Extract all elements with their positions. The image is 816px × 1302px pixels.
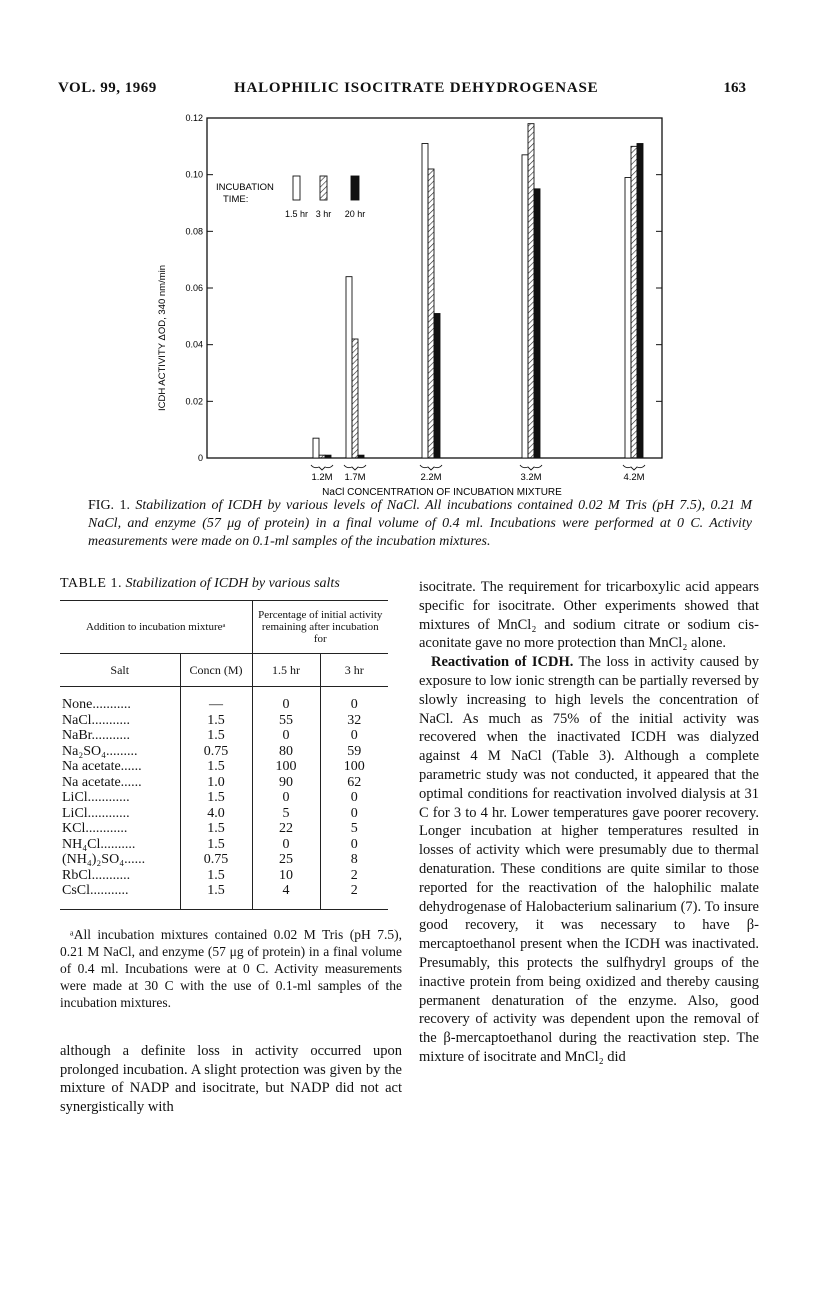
x-category-label: 3.2M bbox=[520, 472, 542, 483]
bar-3hr-4.2M bbox=[631, 146, 637, 458]
table-title-text: Stabilization of ICDH by various salts bbox=[125, 576, 340, 591]
table-row bbox=[60, 883, 388, 909]
table-row bbox=[60, 821, 388, 837]
table-cell: CsCl........... bbox=[60, 883, 180, 909]
bar-20hr-1.2M bbox=[325, 455, 331, 458]
volume-label: VOL. 99, 1969 bbox=[58, 80, 157, 96]
table-cell: 0 bbox=[350, 836, 358, 852]
bar-20hr-4.2M bbox=[637, 144, 643, 459]
x-axis-categories bbox=[311, 465, 645, 483]
table-cell: 2 bbox=[350, 867, 358, 883]
bar-3hr-1.7M bbox=[352, 339, 358, 458]
group-header-addition: Addition to incubation mixtureᵃ bbox=[60, 601, 252, 654]
table-row bbox=[60, 806, 388, 822]
table-cell: 100 bbox=[343, 759, 365, 774]
table-cell: 0 bbox=[252, 837, 320, 853]
body-paragraph bbox=[419, 653, 759, 1067]
running-title: HALOPHILIC ISOCITRATE DEHYDROGENASE bbox=[234, 80, 599, 96]
table-cell: NH₄Cl.......... bbox=[60, 837, 180, 853]
table-cell: 1.5 bbox=[180, 728, 252, 744]
body-text-right bbox=[419, 578, 759, 1067]
legend-item-label: 1.5 hr bbox=[284, 209, 309, 219]
bar-3hr-3.2M bbox=[528, 124, 534, 458]
table-cell: 1.5 bbox=[180, 821, 252, 837]
table-cell: 1.5 bbox=[180, 868, 252, 884]
y-tick-label: 0.08 bbox=[185, 226, 203, 237]
section-heading: Reactivation of ICDH. bbox=[431, 654, 574, 671]
y-tick-label: 0.06 bbox=[185, 283, 203, 293]
bar-15hr-2.2M bbox=[422, 144, 428, 459]
table-row bbox=[60, 728, 388, 744]
table-cell: 4 bbox=[252, 883, 320, 909]
table-row bbox=[60, 868, 388, 884]
table-cell: 1.5 bbox=[180, 713, 252, 729]
table-cell: 0 bbox=[252, 728, 320, 744]
table-cell: (NH₄)₂SO₄...... bbox=[60, 852, 180, 868]
group-header-percentage: Percentage of initial activity remaining after incubation for bbox=[252, 601, 388, 654]
figure-1-bar-chart bbox=[150, 108, 710, 498]
table-cell: 90 bbox=[252, 775, 320, 791]
table-row bbox=[60, 744, 388, 760]
column-header: Salt bbox=[60, 654, 180, 687]
table-row bbox=[60, 775, 388, 791]
table-body bbox=[60, 687, 388, 910]
caption-label: FIG. 1. bbox=[88, 498, 130, 513]
group-brace bbox=[520, 465, 542, 470]
table-cell: 1.5 bbox=[180, 837, 252, 853]
table-cell: 62 bbox=[347, 774, 362, 790]
legend-swatch bbox=[293, 176, 300, 200]
table-cell: Na acetate...... bbox=[60, 775, 180, 791]
body-text-left: although a definite loss in activity occurred upon prolonged incubation. A slight protection was given by the mixture of NADP and isocitrate, but NADP did not act synergistically with bbox=[60, 1043, 402, 1115]
table-cell: 25 bbox=[252, 852, 320, 868]
bar-20hr-3.2M bbox=[534, 189, 540, 458]
table-row bbox=[60, 759, 388, 775]
table-cell: Na acetate...... bbox=[60, 759, 180, 775]
bar-15hr-4.2M bbox=[625, 178, 631, 459]
table-cell: 22 bbox=[252, 821, 320, 837]
table-cell: NaCl........... bbox=[60, 713, 180, 729]
table-cell: 0 bbox=[252, 790, 320, 806]
table-row bbox=[60, 837, 388, 853]
table-cell: 1.5 bbox=[180, 759, 252, 775]
bar-15hr-1.2M bbox=[313, 438, 319, 458]
group-brace bbox=[420, 465, 442, 470]
legend-item-label: 3 hr bbox=[315, 209, 332, 219]
table-cell: KCl............ bbox=[60, 821, 180, 837]
table-cell: 1.0 bbox=[180, 775, 252, 791]
running-header bbox=[58, 80, 746, 102]
table-1 bbox=[60, 600, 388, 910]
legend-swatch bbox=[351, 176, 359, 200]
group-brace bbox=[623, 465, 645, 470]
column-header: 3 hr bbox=[320, 654, 388, 687]
column-header: Concn (M) bbox=[180, 654, 252, 687]
group-brace bbox=[311, 465, 333, 470]
y-tick-label: 0.10 bbox=[185, 169, 203, 180]
table-cell: None........... bbox=[60, 687, 180, 713]
table-cell: LiCl............ bbox=[60, 790, 180, 806]
table-cell: 0 bbox=[350, 790, 358, 805]
page-number: 163 bbox=[723, 80, 746, 96]
table-row bbox=[60, 852, 388, 868]
column-header: 1.5 hr bbox=[252, 654, 320, 687]
table-cell: 0.75 bbox=[180, 852, 252, 868]
body-paragraph: isocitrate. The requirement for tricarboxylic acid appears specific for isocitrate. Other experiments showed that mixtures of MnCl₂ and sodium citrate or sodium cis-aconitate gave no more protection than MnCl₂ alone. bbox=[419, 579, 759, 652]
table-cell: RbCl........... bbox=[60, 868, 180, 884]
legend-item-label: 20 hr bbox=[344, 209, 366, 219]
paragraph-text: The loss in activity caused by exposure to low ionic strength can be partially reversed by slowly increasing to high levels the concentration of NaCl. As much as 75% of the initial activity was recovered when the inactivated ICDH was dialyzed against 4 M NaCl (Table 3). Although a complete parametric study was not conducted, it appeared that the optimal conditions for reactivation involved dialysis at 31 C for 3 to 4 hr. Lower temperatures gave poorer recovery. Longer incubation at higher temperatures resulted in losses of activity which were presumably due to thermal denaturation. These conditions are quite similar to those reported for the reactivation of the halophilic malate dehydrogenase of Halobacterium salinarium (7). To insure good recovery, it was necessary to have β-mercaptoethanol present when the ICDH was inactivated. Presumably, this protects the sulfhydryl groups of the inactive protein from being oxidized and thereby causing permanent denaturation of the enzyme. Also, good recovery of activity was dependent upon the removal of the β-mercaptoethanol during the reactivation step. The mixture of isocitrate and MnCl₂ did bbox=[419, 654, 759, 1065]
x-category-label: 1.2M bbox=[311, 472, 333, 483]
figure-caption bbox=[88, 497, 752, 551]
table-label: TABLE 1. bbox=[60, 576, 122, 591]
table-cell: 5 bbox=[252, 806, 320, 822]
table-cell: 0 bbox=[350, 728, 358, 743]
table-footnote: ᵃAll incubation mixtures contained 0.02 M Tris (pH 7.5), 0.21 M NaCl, and enzyme (57 μg of protein) in a final volume of 0.4 ml. Incubations were at 0 C. Activity measurements were made at 30 C with the use of 0.1-ml samples of the incubation mixtures. bbox=[60, 927, 402, 1010]
caption-text: Stabilization of ICDH by various levels of NaCl. All incubations contained 0.02 M Tris (pH 7.5), 0.21 M NaCl, and enzyme (57 μg of protein) in a final volume of 0.4 ml. Incubations were performed at 0 C. Activity measurements were made on 0.1-ml samples of the incubation mixtures. bbox=[88, 498, 753, 549]
table-cell: 4.0 bbox=[180, 806, 252, 822]
table-cell: 80 bbox=[252, 744, 320, 760]
table-row bbox=[60, 713, 388, 729]
table-cell: 0 bbox=[252, 687, 320, 713]
table-cell: 0.75 bbox=[180, 744, 252, 760]
table-cell: 8 bbox=[350, 852, 358, 867]
table-cell: 32 bbox=[347, 712, 362, 728]
chart-legend bbox=[216, 176, 365, 219]
table-cell: 0 bbox=[350, 805, 358, 821]
table-cell: NaBr........... bbox=[60, 728, 180, 744]
table-cell: 0 bbox=[350, 697, 358, 712]
bar-20hr-1.7M bbox=[358, 455, 364, 458]
table-cell: 1.5 bbox=[180, 790, 252, 806]
table-cell: 55 bbox=[252, 713, 320, 729]
x-axis-label: NaCl CONCENTRATION OF INCUBATION MIXTURE bbox=[322, 487, 562, 498]
table-cell: LiCl............ bbox=[60, 806, 180, 822]
table-1-title bbox=[60, 576, 340, 592]
table-cell: 2 bbox=[320, 883, 388, 909]
legend-title-line2: TIME: bbox=[223, 194, 249, 205]
bar-3hr-2.2M bbox=[428, 169, 434, 458]
bar-15hr-1.7M bbox=[346, 277, 352, 458]
x-category-label: 1.7M bbox=[344, 472, 366, 483]
bar-20hr-2.2M bbox=[434, 314, 440, 459]
table-cell: 59 bbox=[347, 743, 362, 759]
y-axis-label: ICDH ACTIVITY ΔOD, 340 nm/min bbox=[157, 264, 168, 412]
table-cell: 100 bbox=[252, 759, 320, 775]
y-tick-label: 0.04 bbox=[185, 339, 203, 350]
y-tick-label: 0 bbox=[197, 453, 203, 463]
chart-bars bbox=[313, 124, 643, 458]
table-cell: 10 bbox=[252, 868, 320, 884]
bar-15hr-3.2M bbox=[522, 155, 528, 458]
y-tick-label: 0.12 bbox=[185, 113, 203, 123]
table-cell: Na₂SO₄......... bbox=[60, 744, 180, 760]
table-row bbox=[60, 790, 388, 806]
x-category-label: 4.2M bbox=[623, 472, 645, 483]
y-tick-label: 0.02 bbox=[185, 396, 203, 407]
table-row bbox=[60, 687, 388, 713]
legend-title-line1: INCUBATION bbox=[216, 182, 274, 193]
table-cell: 1.5 bbox=[180, 883, 252, 909]
x-category-label: 2.2M bbox=[420, 472, 442, 483]
table-cell: 5 bbox=[350, 821, 358, 836]
table-cell: — bbox=[180, 687, 252, 713]
legend-swatch bbox=[320, 176, 327, 200]
group-brace bbox=[344, 465, 366, 470]
bar-3hr-1.2M bbox=[319, 455, 325, 458]
